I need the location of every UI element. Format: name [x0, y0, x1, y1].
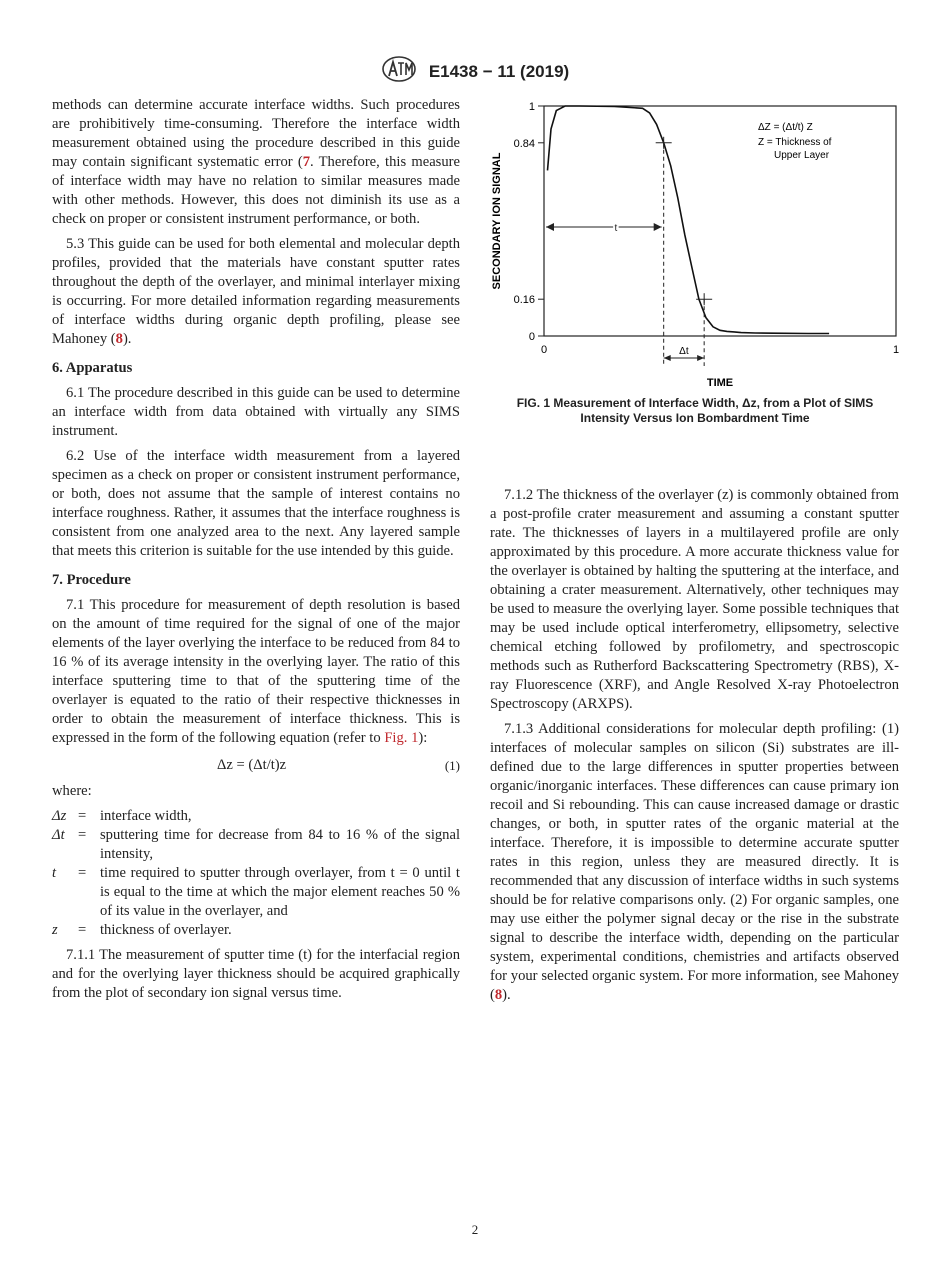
paragraph-6-1: 6.1 The procedure described in this guide can be used to determine an interface width from data obtained with virtually any SIMS instrument. [52, 385, 460, 439]
definition-row: Δt = sputtering time for decrease from 84 to 16 % of the signal intensity, [52, 827, 460, 862]
paragraph-7-1-1: 7.1.1 The measurement of sputter time (t) for the interfacial region and for the overlying layer thickness should be acquired graphically from the plot of secondary ion signal versus time. [52, 947, 460, 1001]
left-column [52, 96, 460, 1009]
page-header [0, 56, 950, 87]
sims-chart [490, 96, 900, 396]
equation-number: (1) [444, 758, 460, 773]
figure-caption: FIG. 1 Measurement of Interface Width, Δz, from a Plot of SIMS Intensity Versus Ion Bombardment Time [516, 396, 874, 425]
z-definition-annotation: Z = Thickness of [758, 137, 832, 148]
x-tick-label: 1 [892, 344, 900, 356]
definition-row: Δz = interface width, [52, 808, 192, 824]
paragraph-continued: methods can determine accurate interface widths. Such procedures are prohibitively time-consuming. Therefore the interface width measurement obtained using the procedure described in this guide may contain significant systematic error (7. Therefore, this measure of interface width may have no relation to similar measures made with other methods. However, this does not diminish its use as a check on proper or consistent instrument performance, or both. [52, 97, 460, 227]
figure-link[interactable]: Fig. 1 [384, 730, 419, 746]
section-heading-apparatus: 6. Apparatus [52, 360, 133, 376]
z-definition-annotation-2: Upper Layer [774, 150, 830, 161]
y-tick-label: 0 [528, 331, 535, 343]
definitions-list [52, 807, 460, 940]
paragraph-7-1-3: 7.1.3 Additional considerations for molecular depth profiling: (1) interfaces of molecular samples on silicon (Si) substrates are ill-defined due to the large differences in sputter properties between organic/inorganic interfaces. These differences can cause primary ion recoil and Si rebounding. This can cause increased damage or drastic changes, or both, in sputter rates of the organic material at the interface. Therefore, it is impossible to determine accurate sputter rates in this region, unless they are measured directly. It is recommended that any discussion of interface widths in such systems should be for relative comparisons only. (2) For organic samples, one may use either the polymer signal decay or the rise in the substrate signal to describe the interface width, depending on the particular system, experimental conditions, chemistries and artifacts observed for your selected organic system. For more information, see Mahoney (8). [490, 721, 899, 1003]
where-label: where: [52, 783, 92, 799]
x-axis-label: TIME [706, 377, 734, 389]
y-tick-label: 0.16 [513, 294, 535, 307]
equation [52, 754, 460, 778]
page-number: 2 [471, 1222, 479, 1237]
definition-row: z = thickness of overlayer. [52, 922, 232, 938]
document-code: E1438 − 11 (2019) [428, 61, 570, 81]
delta-t-arrow-head-right [697, 355, 704, 361]
equation-formula: Δz = (Δt/t)z [217, 757, 287, 773]
reference-link-8[interactable]: 8 [494, 987, 503, 1003]
plot-frame [544, 106, 896, 336]
definition-row: t = time required to sputter through overlayer, from t = 0 until t is equal to the time at which the major element reaches 50 % of its value in the overlayer, and [52, 865, 460, 919]
reference-link-7[interactable]: 7 [302, 154, 311, 170]
y-tick-label: 0.84 [513, 137, 535, 150]
y-axis-label: SECONDARY ION SIGNAL [491, 152, 503, 290]
paragraph-7-1-2: 7.1.2 The thickness of the overlayer (z) is commonly obtained from a post-profile crater measurement and assuming a constant sputter rate. The thicknesses of layers in a multilayered profile are only approximated by this procedure. A more accurate thickness value for the overlayer is obtained by halting the sputtering at the interface, and obtaining a crater measurement. Alternatively, other techniques may be used to measure the overlying layer. Some possible techniques that may be used include optical interferometry, ellipsometry, selective chemical etching followed by profilometry, and spectroscopic methods such as Rutherford Backscattering Spectrometry (RBS), X-ray Fluorescence (XRF), and Angle Resolved X-ray Photoelectron Spectroscopy (ARXPS). [490, 487, 899, 712]
astm-logo-icon [381, 56, 417, 87]
reference-link-8[interactable]: 8 [115, 331, 123, 347]
right-column [490, 486, 899, 1011]
x-tick-label: 0 [540, 344, 548, 356]
paragraph-5-3: 5.3 This guide can be used for both elemental and molecular depth profiles, provided that the materials have constant sputter rates throughout the depth of the overlayer, and minimal interlayer mixing is occurring. For more detailed information regarding measurements of interface widths during organic depth profiling, please see Mahoney (8). [52, 236, 460, 347]
t-arrow-head-left [546, 223, 554, 231]
y-tick-label: 1 [528, 101, 535, 113]
section-heading-procedure: 7. Procedure [52, 572, 131, 588]
t-arrow-head-right [654, 223, 662, 231]
paragraph-7-1: 7.1 This procedure for measurement of depth resolution is based on the amount of time required for the signal of one of the major elements of the layer overlying the interface to be reduced from 84 to 16 % of its average intensity in the overlying layer. The ratio of this interface sputtering time to that of the sputtering time of the overlayer is equated to the ratio of their respective thicknesses in order to obtain the measurement of interface thickness. This is expressed in the form of the following equation (refer to Fig. 1): [52, 597, 460, 746]
delta-t-label: Δt [679, 346, 689, 357]
paragraph-6-2: 6.2 Use of the interface width measurement from a layered specimen as a check on proper or consistent instrument performance, or both, does not assume that the sample of interest contains no interface roughness. Rather, it assumes that the interface roughness is consistent from one analyzed area to the next. Any layered sample that meets this criterion is suitable for the use intended by this guide. [52, 448, 460, 559]
t-label: t [614, 223, 618, 234]
figure-1 [490, 96, 900, 436]
delta-t-arrow-head-left [664, 355, 671, 361]
formula-annotation: ΔZ = (Δt/t) Z [758, 122, 813, 133]
